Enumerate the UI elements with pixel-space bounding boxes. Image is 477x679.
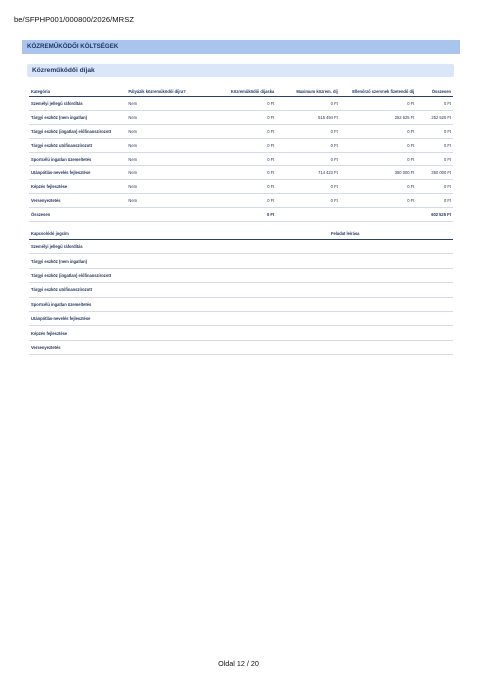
row-category: Versenyeztetés: [29, 194, 126, 208]
task-row-title: Tárgyi eszköz (nem ingatlan): [29, 254, 329, 268]
row-total: 0 Ft: [416, 138, 453, 152]
table-row: [29, 254, 453, 268]
row-category: Sportcélú ingatlan üzemeltetés: [29, 152, 126, 166]
row-category: Tárgyi eszköz (nem ingatlan): [29, 110, 126, 124]
summary-total: 602 525 Ft: [416, 208, 453, 222]
task-row-description: [329, 240, 453, 254]
table-row: [29, 110, 453, 124]
col-header-task-description: Feladat leírása: [329, 227, 453, 240]
cost-table: [29, 86, 453, 222]
row-apply: Nem: [126, 138, 202, 152]
row-category: Tárgyi eszköz utófinanszírozott: [29, 138, 126, 152]
subsection-header: Közreműködői díjak: [27, 64, 454, 77]
row-apply: Nem: [126, 194, 202, 208]
task-row-description: [329, 283, 453, 297]
row-category: Személyi jellegű ráfordítás: [29, 97, 126, 111]
row-fee: 0 Ft: [202, 166, 276, 180]
col-header-total: Összesen: [416, 86, 453, 97]
row-apply: Nem: [126, 180, 202, 194]
row-control: 0 Ft: [340, 180, 417, 194]
row-max: 0 Ft: [276, 194, 339, 208]
task-row-title: Személyi jellegű ráfordítás: [29, 240, 329, 254]
row-max: 0 Ft: [276, 124, 339, 138]
task-row-description: [329, 340, 453, 354]
row-fee: 0 Ft: [202, 152, 276, 166]
row-control: 0 Ft: [340, 194, 417, 208]
task-row-description: [329, 297, 453, 311]
row-fee: 0 Ft: [202, 97, 276, 111]
row-apply: Nem: [126, 152, 202, 166]
task-table-header-row: [29, 227, 453, 240]
row-apply: Nem: [126, 97, 202, 111]
col-header-apply: Pályázik közreműködői díjra?: [126, 86, 202, 97]
row-max: 0 Ft: [276, 152, 339, 166]
table-row: [29, 340, 453, 354]
row-fee: 0 Ft: [202, 110, 276, 124]
task-row-title: Versenyeztetés: [29, 340, 329, 354]
row-max: 0 Ft: [276, 180, 339, 194]
task-row-description: [329, 311, 453, 325]
col-header-control: Ellenőrző szervnek fizetendő díj: [340, 86, 417, 97]
table-row: [29, 297, 453, 311]
task-row-description: [329, 254, 453, 268]
table-row: [29, 138, 453, 152]
page-number: Oldal 12 / 20: [218, 659, 259, 668]
task-row-description: [329, 268, 453, 282]
table-row: [29, 283, 453, 297]
table-row: [29, 166, 453, 180]
row-control: 350 000 Ft: [340, 166, 417, 180]
task-row-title: Sportcélú ingatlan üzemeltetés: [29, 297, 329, 311]
table-row: [29, 240, 453, 254]
table-row: [29, 311, 453, 325]
summary-fee: 0 Ft: [202, 208, 276, 222]
row-category: Képzés fejlesztése: [29, 180, 126, 194]
row-control: 0 Ft: [340, 124, 417, 138]
summary-empty: [126, 208, 202, 222]
row-fee: 0 Ft: [202, 124, 276, 138]
row-max: 0 Ft: [276, 138, 339, 152]
row-category: Tárgyi eszköz (ingatlan) előfinanszírozott: [29, 124, 126, 138]
task-row-title: Tárgyi eszköz (ingatlan) előfinanszírozott: [29, 268, 329, 282]
row-apply: Nem: [126, 110, 202, 124]
table-row: [29, 268, 453, 282]
summary-empty: [340, 208, 417, 222]
table-row: [29, 152, 453, 166]
task-row-title: Utánpótlás-nevelés fejlesztése: [29, 311, 329, 325]
col-header-related-title: Kapcsolódó jogcím: [29, 227, 329, 240]
row-max: 714 423 Ft: [276, 166, 339, 180]
col-header-fee: Közreműködői díjaska: [202, 86, 276, 97]
task-row-title: Képzés fejlesztése: [29, 326, 329, 340]
cost-table-header-row: [29, 86, 453, 97]
section-header: KÖZREMŰKÖDŐI KÖLTSÉGEK: [22, 40, 460, 54]
row-fee: 0 Ft: [202, 180, 276, 194]
row-control: 0 Ft: [340, 138, 417, 152]
row-total: 0 Ft: [416, 124, 453, 138]
document-id: be/SFPHP001/000800/2026/MRSZ: [14, 15, 135, 24]
table-row: [29, 97, 453, 111]
row-total: 0 Ft: [416, 194, 453, 208]
summary-row: [29, 208, 453, 222]
summary-label: Összesen: [29, 208, 126, 222]
task-row-description: [329, 326, 453, 340]
row-control: 252 525 Ft: [340, 110, 417, 124]
col-header-category: Kategória: [29, 86, 126, 97]
row-total: 252 525 Ft: [416, 110, 453, 124]
row-total: 0 Ft: [416, 180, 453, 194]
row-category: Utánpótlás-nevelés fejlesztése: [29, 166, 126, 180]
row-fee: 0 Ft: [202, 138, 276, 152]
row-max: 0 Ft: [276, 97, 339, 111]
row-fee: 0 Ft: [202, 194, 276, 208]
row-total: 0 Ft: [416, 152, 453, 166]
row-total: 0 Ft: [416, 97, 453, 111]
task-table: [29, 227, 453, 355]
task-row-title: Tárgyi eszköz utófinanszírozott: [29, 283, 329, 297]
row-max: 515 494 Ft: [276, 110, 339, 124]
summary-empty: [276, 208, 339, 222]
row-control: 0 Ft: [340, 97, 417, 111]
row-control: 0 Ft: [340, 152, 417, 166]
table-row: [29, 124, 453, 138]
col-header-max: Maximum közrem. díj: [276, 86, 339, 97]
row-total: 350 000 Ft: [416, 166, 453, 180]
table-row: [29, 194, 453, 208]
table-row: [29, 326, 453, 340]
row-apply: Nem: [126, 124, 202, 138]
table-row: [29, 180, 453, 194]
row-apply: Nem: [126, 166, 202, 180]
